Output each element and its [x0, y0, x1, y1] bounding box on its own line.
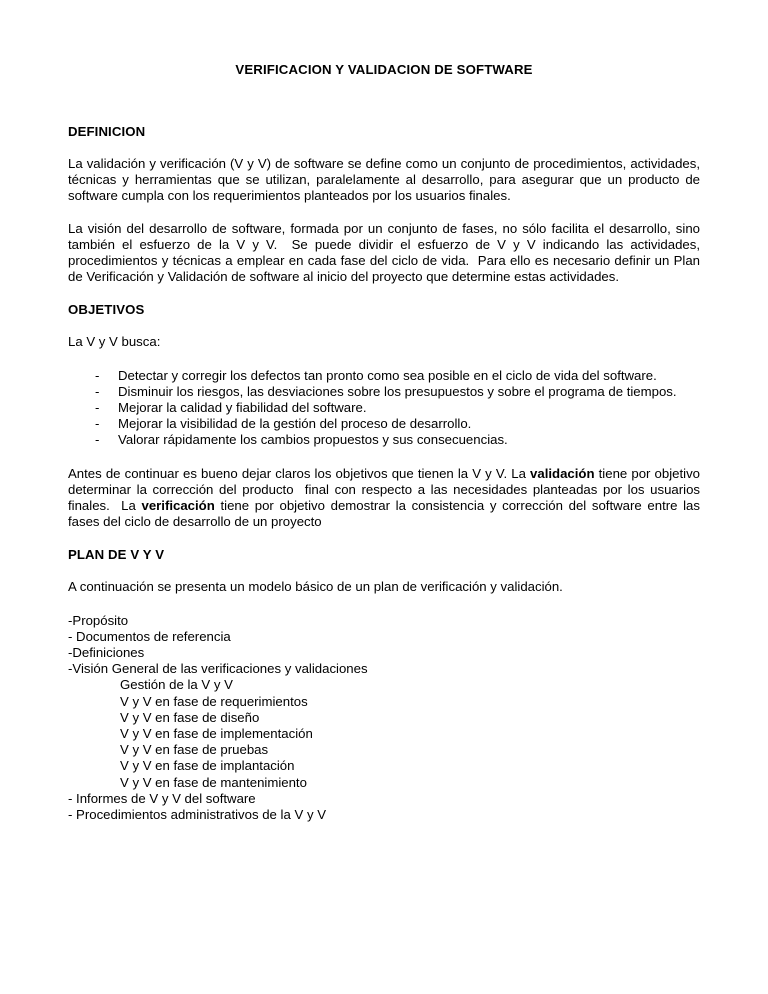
spacer — [68, 285, 700, 302]
plan-intro: A continuación se presenta un modelo básico de un plan de verificación y validación. — [68, 579, 563, 595]
plan-outline-item: -Propósito — [68, 612, 129, 628]
spacer — [68, 562, 700, 579]
emphasis-validacion: validación — [530, 465, 595, 481]
spacer — [68, 77, 700, 124]
spacer — [68, 449, 700, 466]
emphasis-verificacion: verificación — [141, 498, 215, 514]
objetivos-lead-in: La V y V busca: — [68, 334, 161, 350]
plan-outline-subitem: V y V en fase de mantenimiento — [120, 774, 307, 790]
list-dash-marker: - — [95, 416, 100, 432]
spacer — [68, 139, 700, 156]
objetivos-list-item-text: Detectar y corregir los defectos tan pronto como sea posible en el ciclo de vida del software. — [118, 367, 657, 383]
objetivos-list — [68, 368, 700, 449]
document-title: VERIFICACION Y VALIDACION DE SOFTWARE — [235, 62, 533, 77]
plan-outline-item: - Documentos de referencia — [68, 628, 231, 644]
objetivos-list-item — [68, 416, 700, 432]
definicion-paragraph-1: La validación y verificación (V y V) de software se define como un conjunto de procedimientos, actividades, técnicas y herramientas que se utilizan, paralelamente al desarrollo, para asegurar que un producto de software cumpla con los requerimientos planteados por los usuarios finales. — [68, 156, 704, 204]
list-dash-marker: - — [95, 383, 100, 399]
plan-outline-item: -Definiciones — [68, 645, 145, 661]
plan-outline-subitem: V y V en fase de diseño — [120, 709, 260, 725]
document-content — [68, 0, 704, 823]
list-dash-marker: - — [95, 400, 100, 416]
spacer — [68, 530, 700, 547]
objetivos-list-item-text: Valorar rápidamente los cambios propuestos y sus consecuencias. — [118, 432, 508, 448]
plan-outline-item: - Procedimientos administrativos de la V y V — [68, 807, 326, 823]
plan-outline-subitem: V y V en fase de pruebas — [120, 742, 269, 758]
objetivos-list-item-text: Mejorar la visibilidad de la gestión del proceso de desarrollo. — [118, 416, 472, 432]
definicion-paragraph-2: La visión del desarrollo de software, formada por un conjunto de fases, no sólo facilita el desarrollo, sino también el esfuerzo de la V y V. Se puede dividir el esfuerzo de V y V indicando las actividades, procedimientos y técnicas a emplear en cada fase del ciclo de vida. Para ello es necesario definir un Plan de Verificación y Validación de software al inicio del proyecto que determine estas actividades. — [68, 220, 704, 285]
list-dash-marker: - — [95, 367, 100, 383]
spacer — [68, 351, 700, 368]
closing-text-run-2: tiene por objetivo determinar la corrección del producto final con respecto a las necesidades planteadas por los usuarios finales. La — [68, 465, 704, 514]
spacer — [68, 596, 700, 613]
spacer — [68, 317, 700, 334]
list-dash-marker: - — [95, 432, 100, 448]
plan-outline-subitem: V y V en fase de requerimientos — [120, 693, 308, 709]
plan-outline-item: -Visión General de las verificaciones y validaciones — [68, 661, 368, 677]
objetivos-list-item — [68, 368, 700, 384]
plan-outline-list — [68, 613, 700, 824]
objetivos-list-item — [68, 432, 700, 448]
plan-outline-item: - Informes de V y V del software — [68, 790, 256, 806]
plan-outline-subitem: V y V en fase de implantación — [120, 758, 295, 774]
objetivos-list-item — [68, 400, 700, 416]
closing-text-run-3: tiene por objetivo demostrar la consistencia y corrección del software entre las fases del ciclo de desarrollo de un proyecto — [68, 498, 704, 530]
objetivos-list-item-text: Mejorar la calidad y fiabilidad del software. — [118, 400, 367, 416]
objetivos-closing-paragraph — [68, 465, 704, 531]
section-heading-objetivos: OBJETIVOS — [68, 302, 145, 318]
section-heading-definicion: DEFINICION — [68, 124, 146, 139]
closing-text-run-1: Antes de continuar es bueno dejar claros los objetivos que tienen la V y V. La — [68, 465, 531, 481]
plan-outline-subitem: V y V en fase de implementación — [120, 726, 313, 742]
section-heading-plan: PLAN DE V Y V — [68, 547, 165, 563]
spacer — [68, 205, 700, 221]
plan-outline-subitem: Gestión de la V y V — [120, 677, 233, 693]
objetivos-list-item-text: Disminuir los riesgos, las desviaciones sobre los presupuestos y sobre el programa de tiempos. — [118, 383, 677, 399]
objetivos-list-item — [68, 384, 700, 400]
